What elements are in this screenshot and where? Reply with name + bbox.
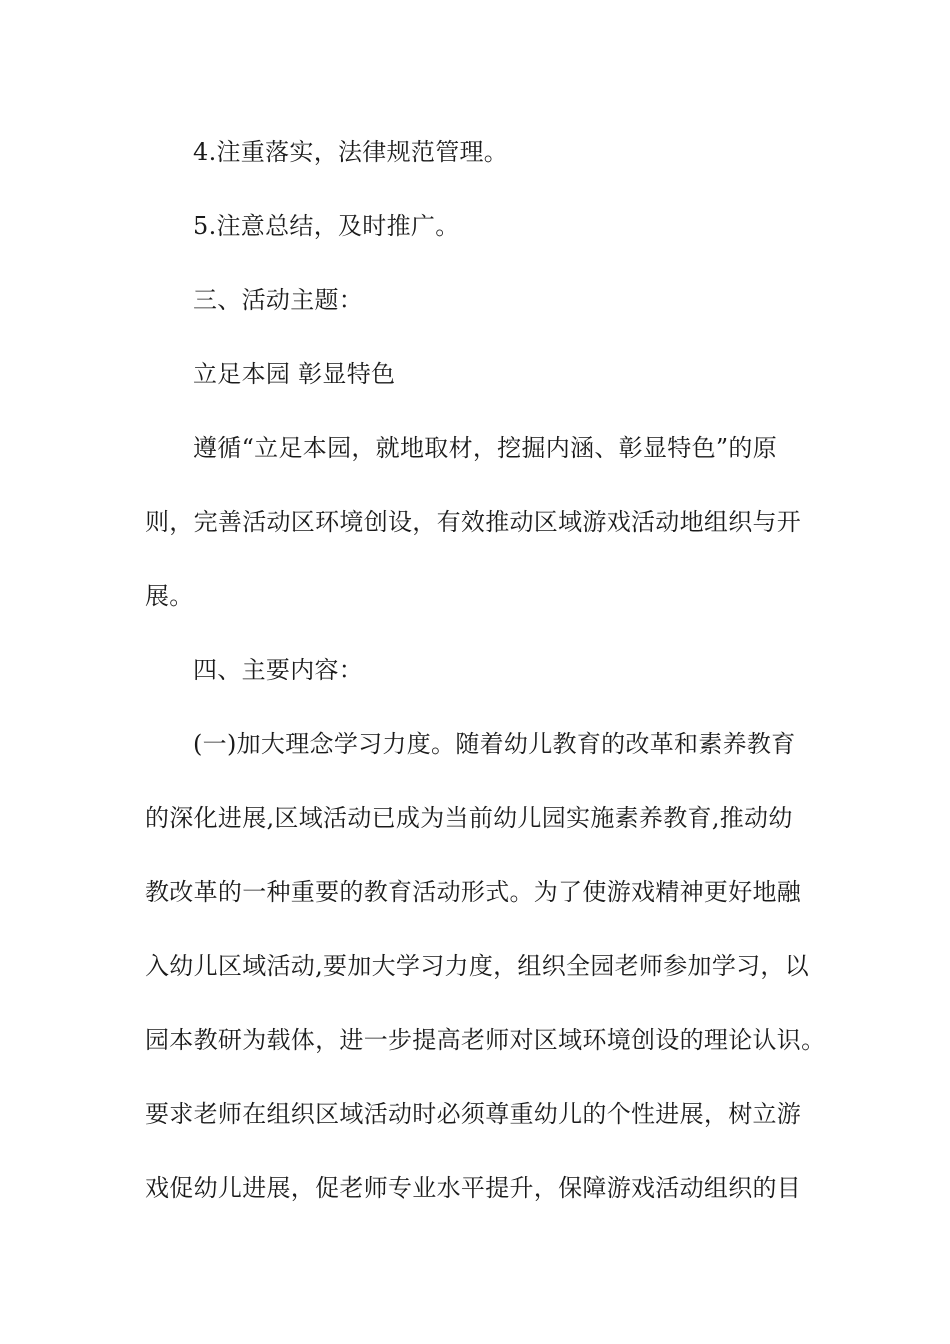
section-heading-4: 四、主要内容：: [193, 656, 364, 684]
paragraph-line: 园本教研为载体，进一步提高老师对区域环境创设的理论认识。: [145, 1026, 826, 1054]
paragraph-line: 则，完善活动区环境创设，有效推动区域游戏活动地组织与开: [145, 508, 802, 536]
theme-title: 立足本园 彰显特色: [193, 360, 396, 388]
paragraph-line: 的深化进展,区域活动已成为当前幼儿园实施素养教育,推动幼: [145, 804, 793, 832]
list-item-4: 4.注重落实，法律规范管理。: [193, 138, 509, 166]
paragraph-line: 展。: [145, 582, 194, 610]
list-item-5: 5.注意总结，及时推广。: [193, 212, 460, 240]
paragraph-line: 要求老师在组织区域活动时必须尊重幼儿的个性进展，树立游: [145, 1100, 802, 1128]
paragraph-line: 戏促幼儿进展，促老师专业水平提升，保障游戏活动组织的目: [145, 1174, 802, 1202]
paragraph-line: 教改革的一种重要的教育活动形式。为了使游戏精神更好地融: [145, 878, 802, 906]
section-heading-3: 三、活动主题：: [193, 286, 364, 314]
paragraph-line: (一)加大理念学习力度。随着幼儿教育的改革和素养教育: [193, 730, 796, 758]
paragraph-line: 入幼儿区域活动,要加大学习力度，组织全园老师参加学习，以: [145, 952, 810, 980]
paragraph-line: 遵循“立足本园，就地取材，挖掘内涵、彰显特色”的原: [193, 434, 778, 462]
